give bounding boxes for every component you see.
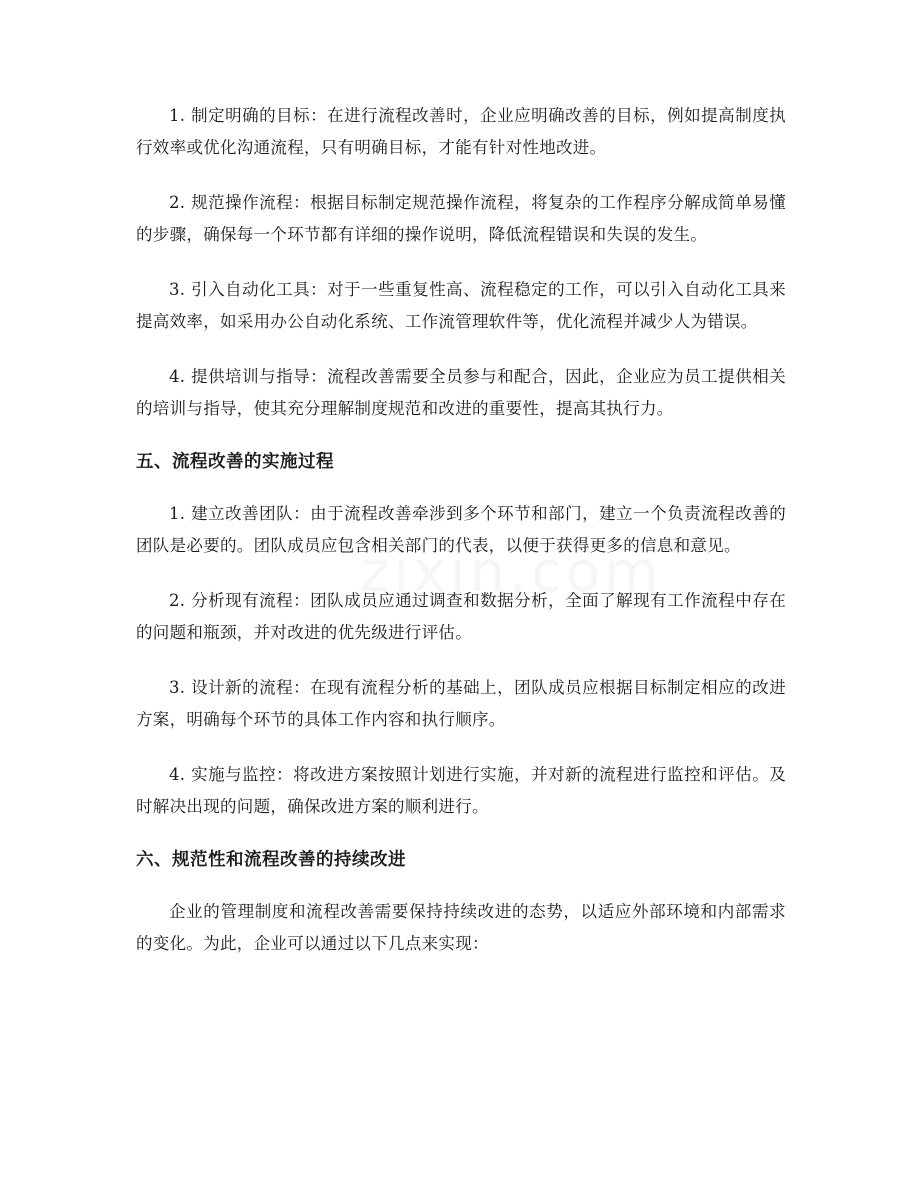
list-item-implement-monitor: 4. 实施与监控：将改进方案按照计划进行实施，并对新的流程进行监控和评估。及时解决出现的问题，确保改进方案的顺利进行。: [136, 765, 786, 816]
list-item-build-team: 1. 建立改善团队：由于流程改善牵涉到多个环节和部门，建立一个负责流程改善的团队是必要的。团队成员应包含相关部门的代表，以便于获得更多的信息和意见。: [136, 504, 786, 555]
list-item-training-guidance: 4. 提供培训与指导：流程改善需要全员参与和配合，因此，企业应为员工提供相关的培训与指导，使其充分理解制度规范和改进的重要性，提高其执行力。: [136, 367, 786, 418]
list-item-design-process: 3. 设计新的流程：在现有流程分析的基础上，团队成员应根据目标制定相应的改进方案，明确每个环节的具体工作内容和执行顺序。: [136, 678, 786, 729]
section-heading-implementation: 五、流程改善的实施过程: [136, 452, 334, 472]
list-item-automation-tools: 3. 引入自动化工具：对于一些重复性高、流程稳定的工作，可以引入自动化工具来提高效率，如采用办公自动化系统、工作流管理软件等，优化流程并减少人为错误。: [136, 280, 786, 331]
intro-paragraph: 企业的管理制度和流程改善需要保持持续改进的态势，以适应外部环境和内部需求的变化。为此，企业可以通过以下几点来实现：: [136, 902, 786, 953]
list-item-clear-goals: 1. 制定明确的目标：在进行流程改善时，企业应明确改善的目标，例如提高制度执行效率或优化沟通流程，只有明确目标，才能有针对性地改进。: [136, 106, 786, 157]
list-item-standard-operations: 2. 规范操作流程：根据目标制定规范操作流程，将复杂的工作程序分解成简单易懂的步骤，确保每一个环节都有详细的操作说明，降低流程错误和失误的发生。: [136, 193, 786, 244]
document-page: [136, 100, 786, 983]
section-heading-continuous-improvement: 六、规范性和流程改善的持续改进: [136, 850, 406, 870]
list-item-analyze-process: 2. 分析现有流程：团队成员应通过调查和数据分析，全面了解现有工作流程中存在的问题和瓶颈，并对改进的优先级进行评估。: [136, 591, 786, 642]
